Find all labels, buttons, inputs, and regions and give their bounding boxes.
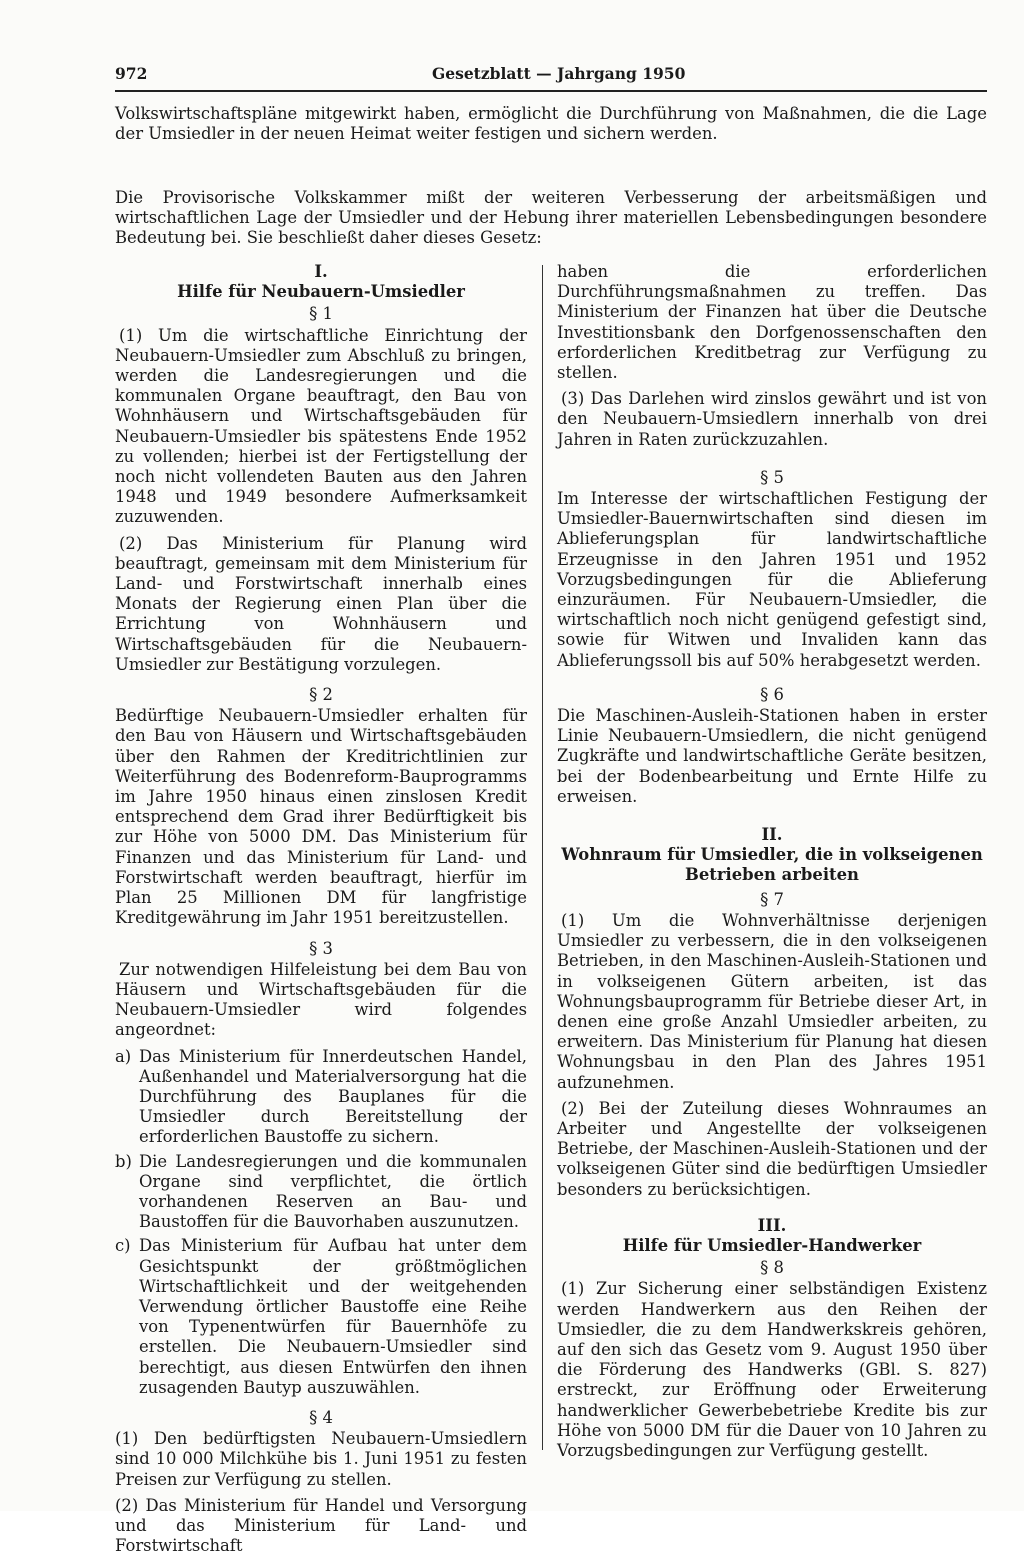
section-3-intro: Zur notwendigen Hilfeleistung bei dem Bau von Häusern und Wirtschaftsgebäuden für die Neubauern-Umsiedler wird folgendes angeordnet:: [115, 959, 527, 1040]
page-number: 972: [115, 64, 148, 83]
section-1-paragraph-2: (2) Das Ministerium für Planung wird beauftragt, gemeinsam mit dem Ministerium für Land- und Forstwirtschaft innerhalb eines Monats der Regierung einen Plan über die Errichtung von Wohnhäusern und Wirtschaftsgebäuden für die Neubauern-Umsiedler zur Bestätigung vorzulegen.: [115, 533, 527, 674]
section-8-paragraph-1: (1) Zur Sicherung einer selbständigen Existenz werden Handwerkern aus den Reihen der Umsiedler, die zu dem Handwerkskreis gehören, auf den sich das Gesetz vom 9. August 1950 über die Förderung des Handwerks (GBl. S. 827) erstreckt, zur Eröffnung oder Erweiterung handwerklicher Gewerbebetriebe Kredite bis zur Höhe von 5000 DM für die Dauer von 10 Jahren zu Vorzugsbedingungen zur Verfügung gestellt.: [557, 1279, 987, 1460]
item-c-label: c): [115, 1236, 131, 1256]
section-5-heading: § 5: [760, 467, 784, 487]
left-column: [115, 262, 527, 1562]
section-5-paragraph: Im Interesse der wirtschaftlichen Festigung der Umsiedler-Bauernwirtschaften sind diesen im Ablieferungsplan für landwirtschaftliche Erzeugnisse in den Jahren 1951 und 1952 Vorzugsbedingungen für die Ablieferung einzuräumen. Für Neubauern-Umsiedler, die wirtschaftlich noch nicht genügend gefestigt sind, sowie für Witwen und Invaliden kann das Ablieferungssoll bis auf 50% herabgesetzt werden.: [557, 489, 987, 670]
item-a-text: Das Ministerium für Innerdeutschen Handel, Außenhandel und Materialversorgung hat die Durchführung des Bauplanes für die Umsiedler durch Bereitstellung der erforderlichen Baustoffe zu sichern.: [139, 1046, 527, 1147]
section-7-heading: § 7: [760, 889, 784, 909]
section-1-paragraph-1: (1) Um die wirtschaftliche Einrichtung der Neubauern-Umsiedler zum Abschluß zu bringen, werden die Landesregierungen und die kommunalen Organe beauftragt, den Bau von Wohnhäusern und Wirtschaftsgebäuden für Neubauern-Umsiedler bis spätestens Ende 1952 zu vollenden; hierbei ist der Fertigstellung der noch nicht vollendeten Bauten aus den Jahren 1948 und 1949 besondere Aufmerksamkeit zuzuwenden.: [115, 325, 527, 527]
section-7-paragraph-2: (2) Bei der Zuteilung dieses Wohnraumes an Arbeiter und Angestellte der volkseigenen Betriebe, der Maschinen-Ausleih-Stationen und der volkseigenen Güter sind die bedürftigen Umsiedler besonders zu berücksichtigen.: [557, 1098, 987, 1199]
section-2-paragraph: Bedürftige Neubauern-Umsiedler erhalten für den Bau von Häusern und Wirtschaftsgebäuden über den Rahmen der Kreditrichtlinien zur Weiterführung des Bodenreform-Bauprogramms im Jahre 1950 hinaus einen zinslosen Kredit entsprechend dem Grad ihrer Bedürftigkeit bis zur Höhe von 5000 DM. Das Ministerium für Finanzen und das Ministerium für Land- und Forstwirtschaft werden beauftragt, hierfür im Plan 25 Millionen DM für langfristige Kreditgewährung im Jahr 1951 bereitzustellen.: [115, 706, 527, 928]
part-1-title: Hilfe für Neubauern-Umsiedler: [177, 282, 465, 302]
section-3-item-b: [115, 1152, 527, 1233]
section-6-heading: § 6: [760, 684, 784, 704]
section-3-item-a: [115, 1047, 527, 1148]
section-4-paragraph-2: (2) Das Ministerium für Handel und Versorgung und das Ministerium für Land- und Forstwirtschaft: [115, 1495, 527, 1556]
running-title: Gesetzblatt — Jahrgang 1950: [432, 64, 686, 83]
part-3-number: III.: [757, 1215, 787, 1235]
item-b-text: Die Landesregierungen und die kommunalen Organe sind verpflichtet, die örtlich vorhandenen Reserven an Bau- und Baustoffen für die Bauvorhaben auszunutzen.: [139, 1151, 527, 1232]
part-2-number: II.: [761, 825, 783, 845]
preamble: Die Provisorische Volkskammer mißt der weiteren Verbesserung der arbeitsmäßigen und wirtschaftlichen Lage der Umsiedler und der Hebung ihrer materiellen Lebensbedingungen besondere Bedeutung bei. Sie beschließt daher dieses Gesetz:: [115, 188, 987, 247]
section-2-heading: § 2: [309, 685, 333, 705]
section-1-heading: § 1: [309, 304, 333, 324]
intro-continuation: Volkswirtschaftspläne mitgewirkt haben, ermöglicht die Durchführung von Maßnahmen, die die Lage der Umsiedler in der neuen Heimat weiter festigen und sichern werden.: [115, 104, 987, 143]
section-4-paragraph-3: (3) Das Darlehen wird zinslos gewährt und ist von den Neubauern-Umsiedlern innerhalb von drei Jahren in Raten zurückzuzahlen.: [557, 389, 987, 449]
part-3-title: Hilfe für Umsiedler-Handwerker: [622, 1235, 922, 1255]
column-divider: [542, 265, 543, 1450]
part-1-number: I.: [314, 262, 328, 281]
item-a-label: a): [115, 1046, 132, 1066]
section-4-continuation: haben die erforderlichen Durchführungsmaßnahmen zu treffen. Das Ministerium der Finanzen hat über die Deutsche Investitionsbank den Dorfgenossenschaften den erforderlichen Kreditbetrag zur Verfügung zu stellen.: [557, 262, 987, 383]
section-7-paragraph-1: (1) Um die Wohnverhältnisse derjenigen Umsiedler zu verbessern, die in den volkseigenen Betrieben, in den Maschinen-Ausleih-Stationen und in volkseigenen Gütern arbeiten, ist das Wohnungsbauprogramm für Betriebe dieser Art, in denen eine große Anzahl Umsiedler arbeiten, zu erweitern. Das Ministerium für Planung hat diesen Wohnungsbau in den Plan des Jahres 1951 aufzunehmen.: [557, 910, 987, 1092]
section-4-paragraph-1: (1) Den bedürftigsten Neubauern-Umsiedlern sind 10 000 Milchkühe bis 1. Juni 1951 zu festen Preisen zur Verfügung zu stellen.: [115, 1429, 527, 1489]
part-2-title: Wohnraum für Umsiedler, die in volkseigenen Betrieben arbeiten: [561, 845, 983, 885]
item-c-text: Das Ministerium für Aufbau hat unter dem Gesichtspunkt der größtmöglichen Wirtschaftlichkeit und der weitgehenden Verwendung örtlicher Baustoffe eine Reihe von Typenentwürfen für Bauernhöfe zu erstellen. Die Neubauern-Umsiedler sind berechtigt, aus diesen Entwürfen den ihnen zusagenden Bautyp auszuwählen.: [139, 1236, 527, 1397]
page-header: [115, 64, 987, 92]
right-column: [557, 262, 987, 1467]
section-4-heading: § 4: [309, 1407, 333, 1427]
section-8-heading: § 8: [760, 1258, 784, 1278]
item-b-label: b): [115, 1151, 132, 1171]
section-3-heading: § 3: [309, 938, 333, 958]
section-3-item-c: [115, 1236, 527, 1398]
section-6-paragraph: Die Maschinen-Ausleih-Stationen haben in erster Linie Neubauern-Umsiedlern, die nicht genügend Zugkräfte und landwirtschaftliche Geräte besitzen, bei der Bodenbearbeitung und Ernte Hilfe zu erweisen.: [557, 706, 987, 806]
